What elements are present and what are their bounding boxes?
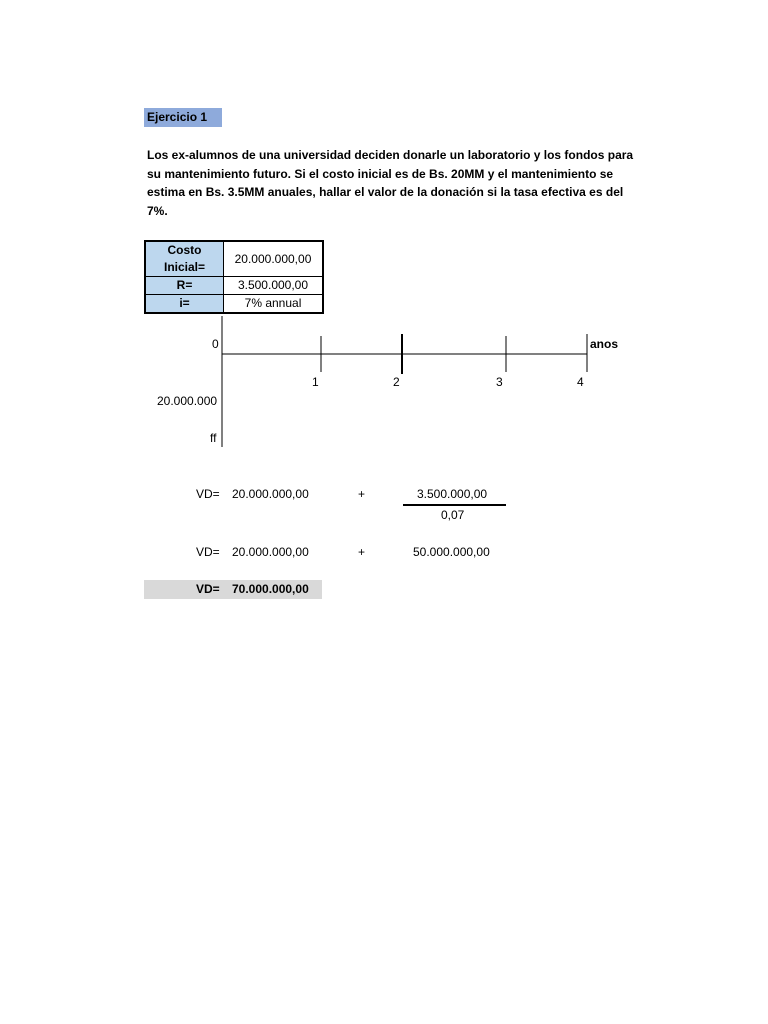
param-label: Costo Inicial= — [145, 241, 224, 277]
tick-label-4: 4 — [577, 375, 584, 389]
exercise-title: Ejercicio 1 — [144, 108, 222, 127]
result-lhs: VD= — [196, 582, 220, 596]
param-value: 3.500.000,00 — [224, 277, 324, 295]
problem-statement: Los ex-alumnos de una universidad deciden donarle un laboratorio y los fondos para su mantenimiento futuro. Si el costo inicial es de Bs. 20MM y el mantenimiento se estima en Bs. 3.5MM anuales, hallar el valor de la donación si la tasa efectiva es del 7%. — [147, 148, 634, 218]
eq2-term1: 20.000.000,00 — [232, 545, 309, 559]
param-value: 7% annual — [224, 295, 324, 314]
eq1-operator: + — [358, 487, 366, 501]
eq2-term2: 50.000.000,00 — [413, 545, 490, 559]
fraction-bar — [403, 504, 506, 506]
origin-label: 0 — [212, 337, 219, 351]
result-value: 70.000.000,00 — [232, 582, 309, 596]
initial-cost-label: 20.000.000 — [157, 394, 218, 408]
ff-label: ff — [210, 431, 217, 445]
cash-flow-diagram — [0, 0, 768, 460]
eq1-lhs: VD= — [196, 487, 220, 501]
param-label: R= — [145, 277, 224, 295]
tick-label-3: 3 — [496, 375, 503, 389]
param-label: i= — [145, 295, 224, 314]
tick-label-1: 1 — [312, 375, 319, 389]
eq1-term1: 20.000.000,00 — [232, 487, 309, 501]
axis-unit-label: anos — [590, 337, 619, 351]
eq1-numerator: 3.500.000,00 — [417, 487, 488, 501]
param-value: 20.000.000,00 — [224, 241, 324, 277]
eq2-operator: + — [358, 545, 366, 559]
tick-label-2: 2 — [393, 375, 400, 389]
eq2-lhs: VD= — [196, 545, 220, 559]
eq1-denominator: 0,07 — [441, 508, 465, 522]
